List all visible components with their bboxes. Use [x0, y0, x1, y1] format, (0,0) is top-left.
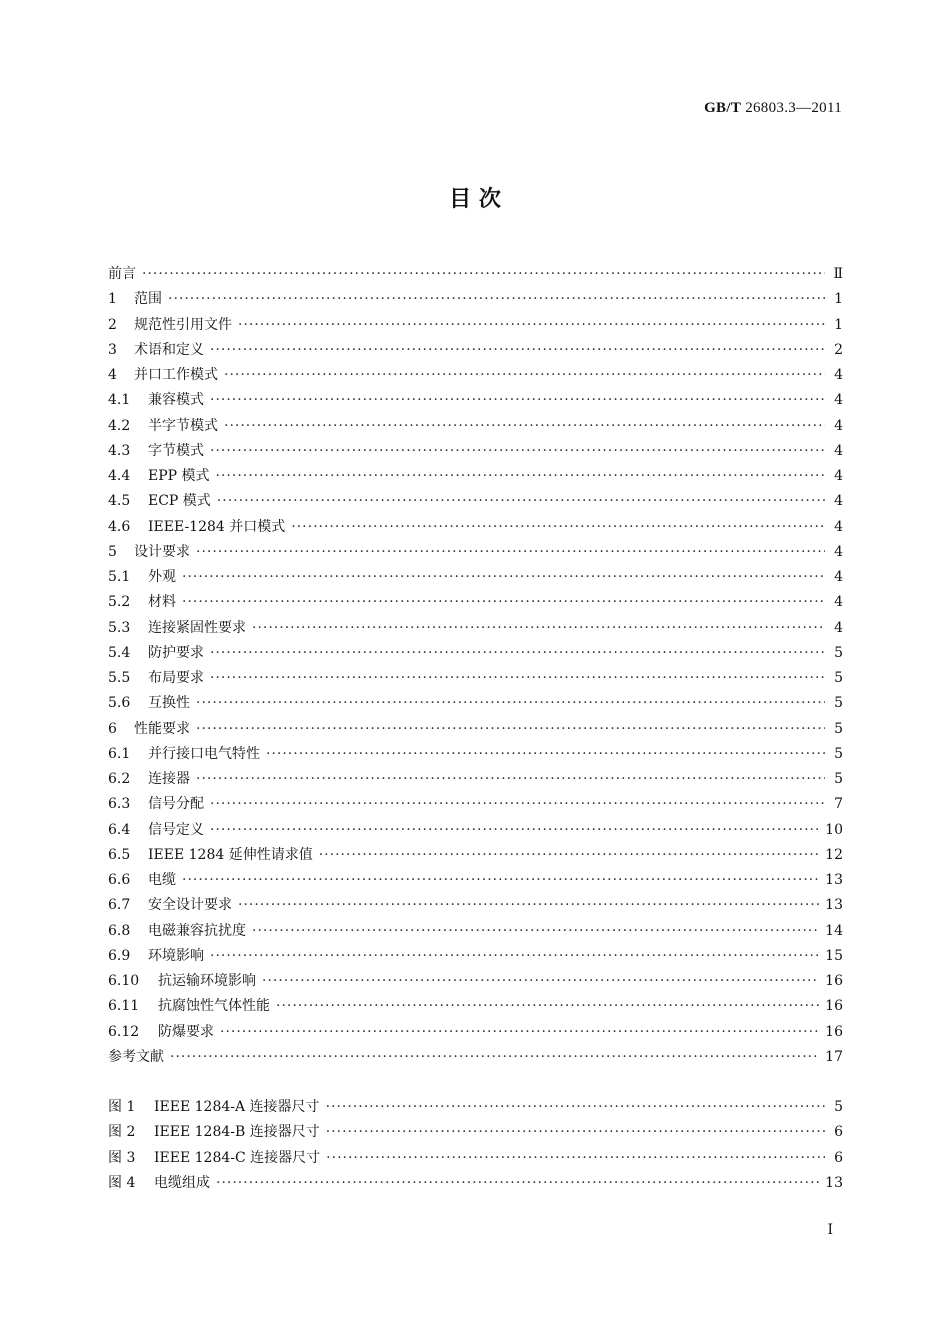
section-number: 6.8: [108, 922, 131, 939]
toc-entry[interactable]: [108, 994, 843, 1019]
entry-page-number: 13: [825, 1174, 843, 1191]
dot-leader: [224, 363, 825, 388]
toc-entry[interactable]: [108, 388, 843, 413]
section-title: 参考文献: [108, 1048, 164, 1065]
dot-leader: [210, 439, 825, 464]
toc-entry[interactable]: [108, 792, 843, 817]
toc-entry[interactable]: [108, 641, 843, 666]
dot-leader: [220, 1020, 819, 1045]
toc-entry[interactable]: [108, 944, 843, 969]
entry-page-number: 15: [825, 947, 843, 964]
page-number: I: [827, 1222, 833, 1238]
dot-leader: [238, 313, 825, 338]
toc-entry[interactable]: [108, 540, 843, 565]
toc-entry[interactable]: [108, 439, 843, 464]
dot-leader: [210, 388, 825, 413]
section-number: 4.6: [108, 518, 131, 535]
toc-entry[interactable]: [108, 464, 843, 489]
section-title: 半字节模式: [148, 417, 218, 434]
section-title: 布局要求: [148, 670, 204, 686]
toc-entry[interactable]: [108, 742, 843, 767]
section-number: 5: [108, 543, 117, 560]
toc-entry[interactable]: [108, 338, 843, 363]
figure-title: IEEE 1284-A 连接器尺寸: [154, 1099, 320, 1115]
section-number: 6.12: [108, 1023, 140, 1040]
entry-page-number: 5: [834, 771, 843, 787]
section-title: 设计要求: [134, 543, 190, 560]
section-title: 术语和定义: [134, 341, 204, 358]
toc-entry[interactable]: [108, 287, 843, 312]
entry-page-number: 4: [834, 619, 843, 636]
figure-number: 图 3: [108, 1149, 136, 1166]
dot-leader: [252, 919, 819, 944]
toc-entry[interactable]: [108, 1045, 843, 1070]
section-title: IEEE-1284 并口模式: [148, 518, 286, 535]
toc-entry[interactable]: [108, 515, 843, 540]
dot-leader: [182, 590, 825, 615]
entry-page-number: 4: [834, 594, 843, 611]
dot-leader: [216, 1171, 819, 1196]
standard-code-prefix: GB/T: [704, 100, 742, 116]
standard-code-number: 26803.3—2011: [745, 100, 842, 116]
entry-page-number: 7: [834, 796, 843, 813]
dot-leader: [210, 666, 825, 691]
toc-entry[interactable]: [108, 489, 843, 514]
section-title: 信号定义: [148, 821, 204, 838]
section-title: 电缆: [148, 872, 176, 888]
section-number: 6: [108, 720, 117, 737]
toc-entry[interactable]: [108, 616, 843, 641]
dot-leader: [266, 742, 825, 767]
section-title: 防护要求: [148, 644, 204, 661]
section-number: 4: [108, 367, 117, 383]
section-title: 电磁兼容抗扰度: [148, 922, 246, 939]
section-title: 材料: [148, 594, 176, 611]
section-title: EPP 模式: [148, 468, 210, 484]
entry-page-number: 1: [834, 291, 843, 308]
toc-entry[interactable]: [108, 767, 843, 792]
toc-entry[interactable]: [108, 818, 843, 843]
section-title: 兼容模式: [148, 392, 204, 409]
section-title: 信号分配: [148, 796, 204, 813]
entry-page-number: 4: [834, 367, 843, 383]
toc-gap: [108, 1070, 843, 1095]
section-title: 前言: [108, 266, 136, 282]
toc-entry[interactable]: [108, 717, 843, 742]
section-number: 3: [108, 341, 117, 358]
section-number: 4.5: [108, 493, 131, 510]
dot-leader: [262, 969, 819, 994]
dot-leader: [182, 565, 825, 590]
entry-page-number: 5: [834, 670, 843, 686]
figure-entry[interactable]: [108, 1120, 843, 1145]
section-number: 6.1: [108, 745, 131, 762]
section-title: 连接紧固性要求: [148, 619, 246, 636]
section-number: 2: [108, 316, 117, 333]
section-number: 4.3: [108, 442, 131, 459]
entry-page-number: 4: [834, 543, 843, 560]
section-number: 6.10: [108, 973, 140, 989]
toc-entry[interactable]: [108, 919, 843, 944]
section-number: 6.2: [108, 771, 131, 787]
section-title: 外观: [148, 569, 176, 585]
dot-leader: [210, 818, 819, 843]
entry-page-number: 13: [825, 872, 843, 888]
figure-number: 图 4: [108, 1174, 136, 1191]
figure-number: 图 2: [108, 1124, 136, 1141]
page-title: 目 次: [449, 187, 501, 212]
entry-page-number: 2: [834, 341, 843, 358]
dot-leader: [224, 414, 825, 439]
dot-leader: [182, 868, 819, 893]
toc-entry[interactable]: [108, 666, 843, 691]
toc-entry[interactable]: [108, 893, 843, 918]
entry-page-number: 1: [834, 316, 843, 333]
dot-leader: [238, 893, 819, 918]
entry-page-number: 4: [834, 569, 843, 585]
section-number: 5.2: [108, 594, 131, 611]
table-of-contents: [108, 262, 843, 1196]
section-number: 5.5: [108, 670, 131, 686]
section-title: 并行接口电气特性: [148, 745, 260, 762]
entry-page-number: 5: [834, 695, 843, 712]
dot-leader: [196, 767, 825, 792]
dot-leader: [196, 691, 825, 716]
section-number: 6.7: [108, 897, 131, 914]
entry-page-number: 6: [834, 1149, 843, 1166]
dot-leader: [170, 1045, 819, 1070]
section-title: 互换性: [148, 695, 190, 712]
dot-leader: [196, 540, 825, 565]
entry-page-number: 16: [825, 1023, 843, 1040]
entry-page-number: 5: [834, 745, 843, 762]
entry-page-number: 4: [834, 392, 843, 409]
section-number: 6.6: [108, 872, 131, 888]
section-number: 4.2: [108, 417, 131, 434]
toc-entry[interactable]: [108, 1020, 843, 1045]
section-number: 1: [108, 291, 117, 308]
dot-leader: [276, 994, 819, 1019]
toc-entry[interactable]: [108, 868, 843, 893]
dot-leader: [326, 1146, 825, 1171]
section-number: 5.3: [108, 619, 131, 636]
entry-page-number: 12: [825, 846, 843, 863]
entry-page-number: 4: [834, 518, 843, 535]
dot-leader: [217, 489, 825, 514]
dot-leader: [168, 287, 825, 312]
toc-entry[interactable]: [108, 590, 843, 615]
toc-entries: [108, 262, 843, 1070]
entry-page-number: 13: [825, 897, 843, 914]
section-title: 安全设计要求: [148, 897, 232, 914]
entry-page-number: 4: [834, 417, 843, 434]
dot-leader: [210, 792, 825, 817]
entry-page-number: 5: [834, 644, 843, 661]
entry-page-number: 4: [834, 468, 843, 484]
entry-page-number: 14: [825, 922, 843, 939]
section-title: 规范性引用文件: [134, 316, 232, 333]
entry-page-number: 17: [825, 1048, 843, 1065]
section-title: 范围: [134, 291, 162, 308]
toc-entry[interactable]: [108, 843, 843, 868]
entry-page-number: 5: [834, 720, 843, 737]
section-title: 环境影响: [148, 947, 204, 964]
section-number: 6.3: [108, 796, 131, 813]
section-title: 性能要求: [134, 720, 190, 737]
section-title: 并口工作模式: [134, 367, 218, 383]
figure-entry[interactable]: [108, 1095, 843, 1120]
section-number: 5.6: [108, 695, 131, 712]
toc-entry[interactable]: [108, 691, 843, 716]
section-number: 4.4: [108, 468, 131, 484]
dot-leader: [142, 262, 825, 287]
toc-entry[interactable]: [108, 363, 843, 388]
figure-entry[interactable]: [108, 1146, 843, 1171]
standard-code: [704, 100, 842, 117]
dot-leader: [196, 717, 825, 742]
toc-entry[interactable]: [108, 262, 843, 287]
entry-page-number: 4: [834, 442, 843, 459]
entry-page-number: 5: [834, 1099, 843, 1115]
entry-page-number: 16: [825, 998, 843, 1015]
section-title: 抗腐蚀性气体性能: [158, 998, 270, 1015]
dot-leader: [210, 944, 819, 969]
section-number: 5.1: [108, 569, 131, 585]
entry-page-number: 4: [834, 493, 843, 510]
figure-entry[interactable]: [108, 1171, 843, 1196]
section-number: 6.9: [108, 947, 131, 964]
section-number: 6.4: [108, 821, 131, 838]
section-number: 6.11: [108, 998, 140, 1015]
section-title: 字节模式: [148, 442, 204, 459]
dot-leader: [210, 338, 825, 363]
entry-page-number: Ⅱ: [833, 266, 843, 282]
figure-list: [108, 1095, 843, 1196]
figure-title: 电缆组成: [154, 1174, 210, 1191]
dot-leader: [319, 843, 819, 868]
figure-number: 图 1: [108, 1099, 136, 1115]
entry-page-number: 10: [825, 821, 843, 838]
toc-entry[interactable]: [108, 969, 843, 994]
entry-page-number: 6: [834, 1124, 843, 1141]
section-title: 防爆要求: [158, 1023, 214, 1040]
toc-entry[interactable]: [108, 565, 843, 590]
figure-title: IEEE 1284-C 连接器尺寸: [154, 1149, 321, 1166]
dot-leader: [326, 1095, 825, 1120]
dot-leader: [216, 464, 825, 489]
dot-leader: [252, 616, 825, 641]
dot-leader: [210, 641, 825, 666]
section-title: 抗运输环境影响: [158, 973, 256, 989]
section-title: ECP 模式: [148, 493, 211, 510]
section-number: 5.4: [108, 644, 131, 661]
section-title: IEEE 1284 延伸性请求值: [148, 846, 313, 863]
section-number: 4.1: [108, 392, 131, 409]
dot-leader: [291, 515, 825, 540]
section-number: 6.5: [108, 846, 131, 863]
toc-entry[interactable]: [108, 313, 843, 338]
figure-title: IEEE 1284-B 连接器尺寸: [154, 1124, 320, 1141]
toc-entry[interactable]: [108, 414, 843, 439]
dot-leader: [326, 1120, 825, 1145]
entry-page-number: 16: [825, 973, 843, 989]
section-title: 连接器: [148, 771, 190, 787]
